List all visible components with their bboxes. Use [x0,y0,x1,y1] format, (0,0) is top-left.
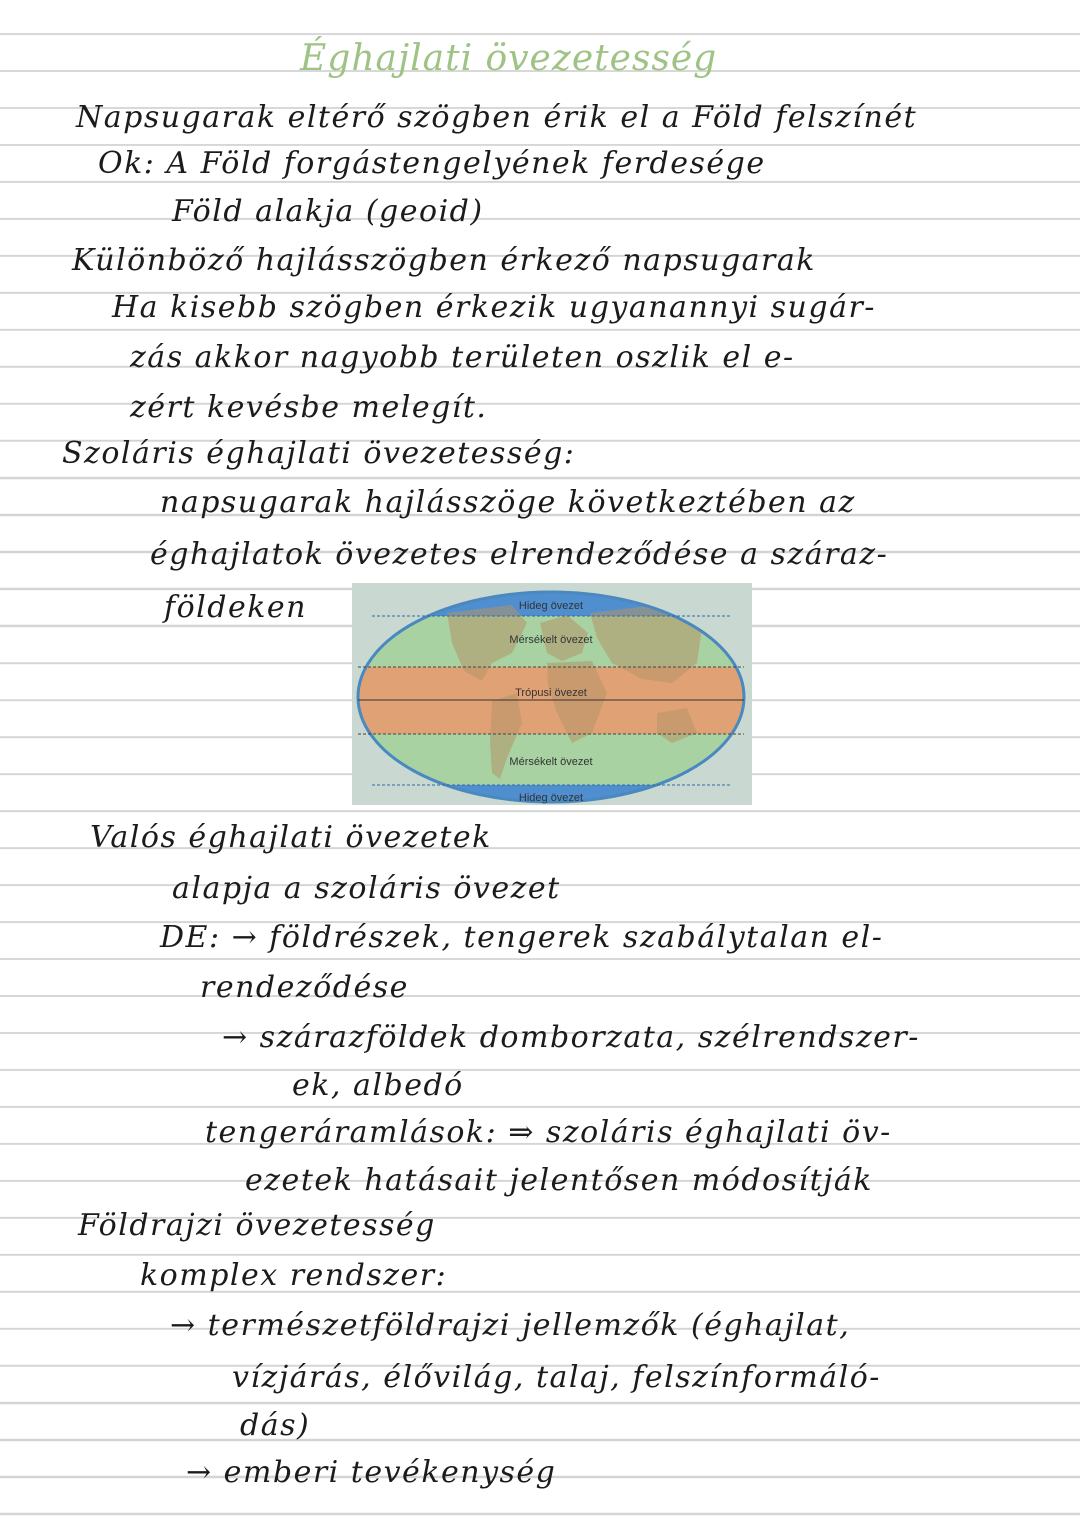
label-temperate-zone-north: Mérsékelt övezet [509,634,593,646]
note-line: DE: → földrészek, tengerek szabálytalan el- [160,920,884,955]
note-line: éghajlatok övezetes elrendeződése a száraz- [150,537,889,572]
climate-zone-map [352,583,752,805]
note-line: dás) [240,1408,311,1443]
page-title: Éghajlati övezetesség [300,38,718,79]
note-line: → természetföldrajzi jellemzők (éghajlat, [170,1308,851,1343]
label-cold-zone-south: Hideg övezet [518,792,584,804]
note-line: Ha kisebb szögben érkezik ugyanannyi sugár- [112,290,876,325]
note-line: vízjárás, élővilág, talaj, felszínformáló- [232,1360,881,1395]
label-cold-zone-north: Hideg övezet [518,600,584,612]
note-line: napsugarak hajlásszöge következtében az [160,485,856,520]
label-tropical-zone: Trópusi övezet [515,687,587,699]
note-line: Napsugarak eltérő szögben érik el a Föld felszínét [76,100,918,135]
note-line: Különböző hajlásszögben érkező napsugarak [72,243,816,278]
note-line: ezetek hatásait jelentősen módosítják [245,1163,873,1198]
label-temperate-zone-south: Mérsékelt övezet [509,756,593,768]
note-line: ek, albedó [292,1068,464,1103]
note-line: zért kevésbe melegít. [130,390,488,425]
note-line: Ok: A Föld forgástengelyének ferdesége [98,146,766,181]
note-line: rendeződése [200,970,409,1005]
note-line: tengeráramlások: ⇒ szoláris éghajlati öv- [205,1115,892,1150]
note-line: komplex rendszer: [140,1258,448,1293]
note-line: Valós éghajlati övezetek [90,820,492,855]
note-line: → emberi tevékenység [186,1455,557,1490]
note-line: → szárazföldek domborzata, szélrendszer- [222,1020,920,1055]
note-line: alapja a szoláris övezet [172,871,561,906]
note-line: zás akkor nagyobb területen oszlik el e- [130,340,795,375]
note-line: Szoláris éghajlati övezetesség: [62,436,576,471]
note-line: Földrajzi övezetesség [78,1208,436,1243]
note-line: Föld alakja (geoid) [172,194,484,229]
note-line: földeken [164,590,307,625]
